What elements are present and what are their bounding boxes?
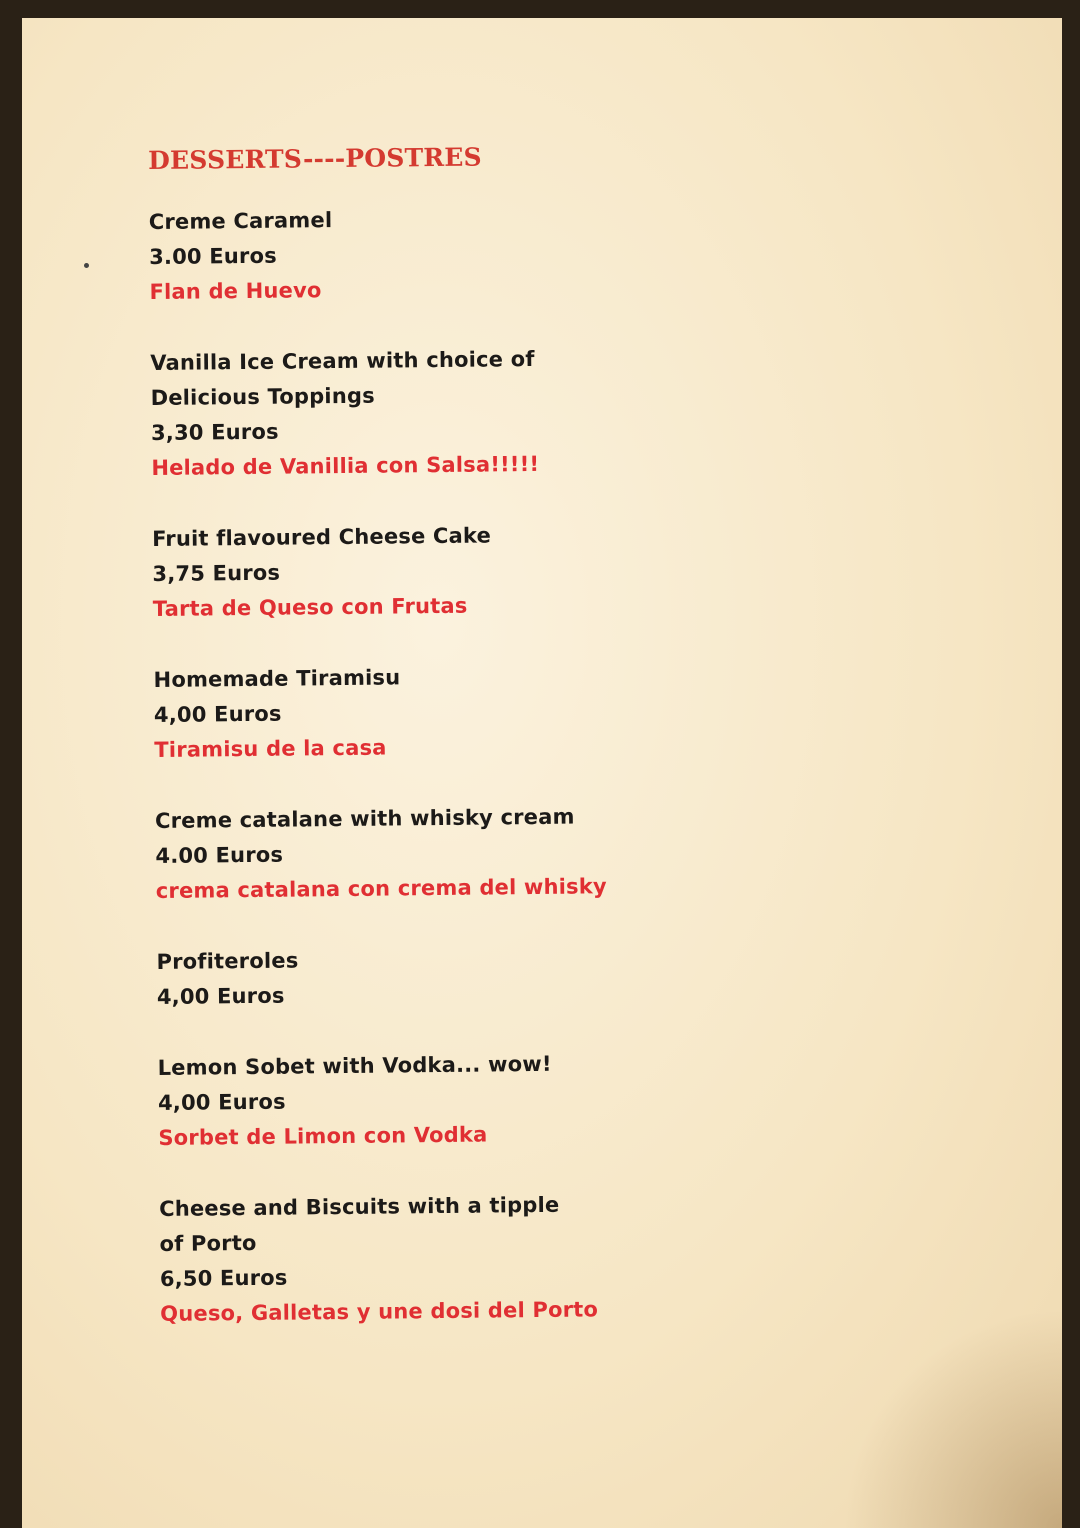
dish-spanish-name: Sorbet de Limon con Vodka bbox=[158, 1122, 488, 1150]
menu-item bbox=[149, 197, 870, 310]
dish-name: Homemade Tiramisu bbox=[153, 665, 401, 692]
menu-item bbox=[156, 937, 877, 1015]
dish-name: of Porto bbox=[159, 1230, 257, 1256]
dish-price: 4.00 Euros bbox=[155, 842, 284, 868]
dish-name: Fruit flavoured Cheese Cake bbox=[151, 523, 492, 551]
dish-spanish-name: Flan de Huevo bbox=[149, 278, 322, 304]
menu-item bbox=[153, 655, 874, 768]
dish-spanish-name: Tiramisu de la casa bbox=[154, 735, 387, 762]
dish-name: Delicious Toppings bbox=[150, 383, 375, 410]
dish-spanish-name: crema catalana con crema del whisky bbox=[155, 874, 607, 903]
menu-item bbox=[159, 1184, 880, 1332]
dish-price: 6,50 Euros bbox=[159, 1265, 288, 1291]
dish-spanish-name: Helado de Vanillia con Salsa!!!!! bbox=[151, 451, 540, 480]
dish-price: 4,00 Euros bbox=[157, 1089, 286, 1115]
dish-price: 3,30 Euros bbox=[150, 419, 279, 445]
menu-item bbox=[155, 796, 876, 909]
menu-items bbox=[149, 197, 881, 1331]
dish-name: Cheese and Biscuits with a tipple bbox=[159, 1192, 560, 1221]
menu-item bbox=[157, 1043, 878, 1156]
dish-name: Profiteroles bbox=[156, 948, 299, 974]
dessert-menu bbox=[148, 138, 881, 1367]
dish-price: 4,00 Euros bbox=[153, 701, 282, 727]
menu-page bbox=[22, 18, 1062, 1528]
menu-item bbox=[152, 514, 873, 627]
dish-spanish-name: Queso, Galletas y une dosi del Porto bbox=[160, 1297, 599, 1326]
menu-title: DESSERTS----POSTRES bbox=[148, 142, 482, 175]
dish-price: 3,75 Euros bbox=[152, 560, 281, 586]
dish-name: Lemon Sobet with Vodka... wow! bbox=[157, 1051, 552, 1080]
dish-name: Creme Caramel bbox=[148, 208, 333, 234]
dish-spanish-name: Tarta de Queso con Frutas bbox=[152, 593, 468, 621]
dish-name: Creme catalane with whisky cream bbox=[154, 804, 575, 833]
dish-name: Vanilla Ice Cream with choice of bbox=[150, 346, 535, 375]
dish-price: 4,00 Euros bbox=[156, 983, 285, 1009]
ink-speck bbox=[84, 263, 89, 268]
menu-item bbox=[150, 338, 871, 486]
dish-price: 3.00 Euros bbox=[149, 243, 277, 269]
